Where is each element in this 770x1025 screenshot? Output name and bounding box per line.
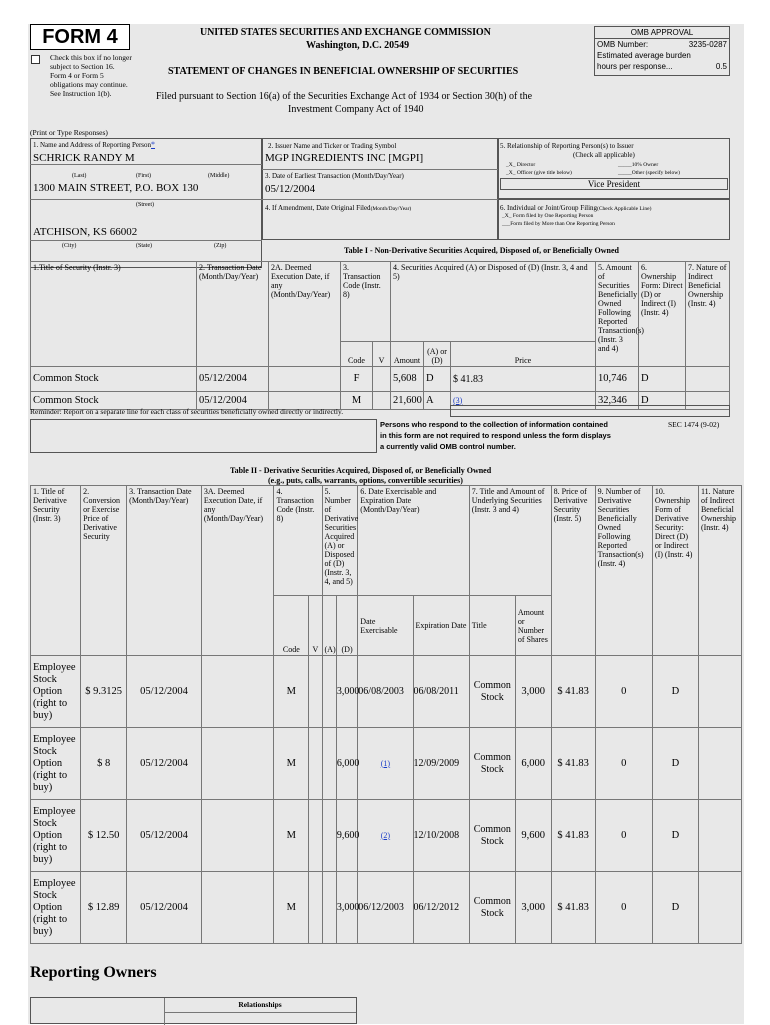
t2-h6: 6. Date Exercisable and Expiration Date (Month/Day/Year)	[358, 486, 470, 596]
t2-code: M	[274, 872, 309, 944]
omb-hours: 0.5	[715, 62, 727, 71]
t2-expiration: 06/12/2012	[413, 872, 469, 944]
filed-pursuant-1: Filed pursuant to Section 16(a) of the Securities Exchange Act of 1934 or Section 30(h) of the	[156, 91, 533, 102]
persons-notice-1: Persons who respond to the collection of information contained	[380, 420, 608, 429]
t2-h1: 1. Title of Derivative Security (Instr. 3)	[31, 486, 81, 656]
t2-u-title: Common Stock	[469, 656, 515, 728]
t2-sub-code: Code	[274, 596, 309, 656]
t2-exercisable: 06/08/2003	[358, 656, 413, 728]
t1-deemed	[269, 367, 341, 392]
label-earliest-date: 3. Date of Earliest Transaction (Month/Day/Year)	[265, 172, 404, 180]
t2-h3: 3. Transaction Date (Month/Day/Year)	[127, 486, 202, 656]
t2-date: 05/12/2004	[127, 656, 202, 728]
label-issuer: 2. Issuer Name and Ticker or Trading Symbol	[268, 142, 397, 150]
t1-code: F	[341, 367, 373, 392]
filed-pursuant-2: Investment Company Act of 1940	[288, 104, 424, 115]
t2-h4: 4. Transaction Code (Instr. 8)	[274, 486, 322, 596]
relationships-header: Relationships	[238, 1000, 282, 1009]
t2-nature	[698, 872, 741, 944]
agency-name: UNITED STATES SECURITIES AND EXCHANGE COMMISSION	[200, 27, 491, 38]
form-title: FORM 4	[42, 26, 118, 48]
omb-number-label: OMB Number:	[597, 40, 649, 49]
t2-exercisable-cell	[358, 800, 413, 872]
form-title-box	[30, 24, 130, 50]
t1-v	[373, 392, 391, 410]
middle-label: (Middle)	[208, 173, 230, 179]
t2-owned: 0	[595, 728, 652, 800]
t2-h10: 10. Ownership Form of Derivative Security: Direct (D) or Indirect (I) (Instr. 4)	[652, 486, 698, 656]
t2-form: D	[652, 800, 698, 872]
t2-owned: 0	[595, 872, 652, 944]
t1-title: Common Stock	[31, 367, 197, 392]
t2-h11: 11. Nature of Indirect Beneficial Ownership (Instr. 4)	[698, 486, 741, 656]
ten-pct-option: _____10% Owner	[618, 162, 659, 168]
t2-v	[309, 800, 322, 872]
t2-nature	[698, 800, 741, 872]
issuer-name: MGP INGREDIENTS INC [MGPI]	[265, 152, 424, 164]
check-all-applicable: (Check all applicable)	[573, 151, 635, 159]
form4-page	[28, 24, 744, 1024]
omb-burden-1: Estimated average burden	[597, 51, 691, 60]
officer-option: _X_ Officer (give title below)	[506, 170, 572, 176]
persons-notice-3: a currently valid OMB control number.	[380, 442, 516, 451]
reporting-owners-table	[30, 997, 357, 1024]
divider	[262, 199, 498, 200]
t2-nature	[698, 728, 741, 800]
t2-h5: 5. Number of Derivative Securities Acquired (A) or Disposed of (D) (Instr. 3, 4, and 5)	[322, 486, 358, 596]
divider	[30, 164, 262, 165]
table2-title: Table II - Derivative Securities Acquired, Disposed of, or Beneficially Owned	[230, 466, 492, 475]
t2-price: $ 12.89	[81, 872, 127, 944]
reporting-city-state-zip: ATCHISON, KS 66002	[33, 226, 138, 238]
t2-row	[31, 872, 742, 944]
t2-u-amount: 3,000	[515, 656, 551, 728]
no-longer-subject-checkbox[interactable]	[31, 55, 40, 64]
t2-price: $ 9.3125	[81, 656, 127, 728]
first-label: (First)	[136, 173, 151, 179]
omb-number: 3235-0287	[688, 40, 727, 49]
reminder-text: Reminder: Report on a separate line for each class of securities beneficially owned directly or indirectly.	[30, 407, 344, 416]
statement-title: STATEMENT OF CHANGES IN BENEFICIAL OWNERSHIP OF SECURITIES	[168, 66, 519, 77]
t1-date: 05/12/2004	[197, 392, 269, 410]
reporting-street: 1300 MAIN STREET, P.O. BOX 130	[33, 182, 199, 194]
other-option: _____Other (specify below)	[618, 170, 681, 176]
t2-a	[322, 800, 336, 872]
omb-title: OMB APPROVAL	[595, 27, 729, 39]
agency-city: Washington, D.C. 20549	[306, 40, 410, 51]
t1-code: M	[341, 392, 373, 410]
t1-h3: 3. Transaction Code (Instr. 8)	[341, 262, 391, 342]
divider	[164, 1012, 356, 1013]
t2-d: 3,000	[336, 872, 357, 944]
omb-burden-2: hours per response...	[597, 62, 673, 71]
footnote-3-link[interactable]: (3)	[453, 395, 463, 405]
t2-nature	[698, 656, 741, 728]
t2-h9: 9. Number of Derivative Securities Beneficially Owned Following Reported Transaction(s) (Instr. 4)	[595, 486, 652, 656]
table2-subtitle: (e.g., puts, calls, warrants, options, convertible securities)	[268, 476, 463, 485]
t2-v	[309, 872, 322, 944]
city-label: (City)	[62, 243, 77, 249]
t2-a	[322, 728, 336, 800]
t1-date: 05/12/2004	[197, 367, 269, 392]
t2-sub-expiration: Expiration Date	[413, 596, 469, 656]
t2-deemed	[201, 800, 274, 872]
label-reporting-person: 1. Name and Address of Reporting Person*	[33, 140, 156, 149]
t1-nature	[686, 367, 730, 392]
t2-v	[309, 728, 322, 800]
t2-code: M	[274, 800, 309, 872]
t1-sub-price: Price	[451, 342, 596, 367]
t1-sub-code: Code	[341, 342, 373, 367]
t1-amount: 5,608	[391, 367, 424, 392]
t2-v	[309, 656, 322, 728]
t2-title: Employee Stock Option (right to buy)	[31, 656, 81, 728]
t2-u-title: Common Stock	[469, 800, 515, 872]
t1-h1: 1.Title of Security (Instr. 3)	[31, 262, 197, 367]
t2-sub-amount: Amount or Number of Shares	[515, 596, 551, 656]
t2-title: Employee Stock Option (right to buy)	[31, 872, 81, 944]
t1-form: D	[639, 392, 686, 410]
t2-code: M	[274, 728, 309, 800]
t2-deemed	[201, 728, 274, 800]
t2-h7: 7. Title and Amount of Underlying Securities (Instr. 3 and 4)	[469, 486, 551, 596]
t1-v	[373, 367, 391, 392]
reporting-person-name: SCHRICK RANDY M	[33, 152, 135, 164]
director-option: _X_ Director	[506, 162, 536, 168]
t2-d: 6,000	[336, 728, 357, 800]
t1-form: D	[639, 367, 686, 392]
t1-h5: 5. Amount of Securities Beneficially Owned Following Reported Transaction(s) (Instr. 3 and 4)	[596, 262, 639, 367]
officer-title: Vice President	[587, 179, 641, 189]
t1-aord: A	[424, 392, 451, 410]
t2-deemed	[201, 656, 274, 728]
t2-owned: 0	[595, 656, 652, 728]
street-label: (Street)	[136, 202, 154, 208]
t2-exercisable: 06/12/2003	[358, 872, 413, 944]
sec-number: SEC 1474 (9-02)	[668, 420, 720, 429]
t2-dprice: $ 41.83	[551, 728, 595, 800]
t2-price: $ 8	[81, 728, 127, 800]
t2-form: D	[652, 728, 698, 800]
t2-u-amount: 6,000	[515, 728, 551, 800]
reminder-right-box	[450, 405, 730, 417]
earliest-date: 05/12/2004	[265, 183, 316, 195]
t1-price: $ 41.83	[451, 367, 596, 392]
t2-h8: 8. Price of Derivative Security (Instr. 5)	[551, 486, 595, 656]
t2-sub-v: V	[309, 596, 322, 656]
t2-exercisable-cell	[358, 728, 413, 800]
t1-amount: 21,600	[391, 392, 424, 410]
reminder-left-box	[30, 419, 377, 453]
divider	[30, 240, 262, 241]
t1-sub-aord: (A) or (D)	[424, 342, 451, 367]
print-note: (Print or Type Responses)	[30, 128, 108, 137]
t2-date: 05/12/2004	[127, 728, 202, 800]
filing-one-option: _X_ Form filed by One Reporting Person	[502, 213, 594, 219]
t2-row	[31, 656, 742, 728]
t2-price: $ 12.50	[81, 800, 127, 872]
divider	[30, 199, 262, 200]
t2-dprice: $ 41.83	[551, 800, 595, 872]
t1-owned: 32,346	[596, 392, 639, 410]
t2-row	[31, 728, 742, 800]
zip-label: (Zip)	[214, 243, 227, 249]
t2-owned: 0	[595, 800, 652, 872]
t2-sub-exercisable: Date Exercisable	[358, 596, 413, 656]
last-label: (Last)	[72, 173, 87, 179]
t2-u-title: Common Stock	[469, 728, 515, 800]
checkbox-note: Check this box if no longer subject to Section 16. Form 4 or Form 5 obligations may continue. See Instruction 1(b).	[50, 53, 132, 98]
table-non-derivative	[30, 261, 730, 410]
t1-h7: 7. Nature of Indirect Beneficial Ownership (Instr. 4)	[686, 262, 730, 367]
t2-u-amount: 9,600	[515, 800, 551, 872]
t2-sub-d: (D)	[336, 596, 357, 656]
t2-u-title: Common Stock	[469, 872, 515, 944]
t2-title: Employee Stock Option (right to buy)	[31, 800, 81, 872]
t2-sub-title: Title	[469, 596, 515, 656]
label-filing: 6. Individual or Joint/Group Filing(Check Applicable Line)	[500, 204, 652, 212]
t2-code: M	[274, 656, 309, 728]
t1-title: Common Stock	[31, 392, 197, 410]
t2-form: D	[652, 656, 698, 728]
divider	[262, 169, 498, 170]
footnote-star[interactable]: *	[151, 140, 156, 149]
t2-a	[322, 872, 336, 944]
state-label: (State)	[136, 243, 152, 249]
t2-u-amount: 3,000	[515, 872, 551, 944]
t2-form: D	[652, 872, 698, 944]
t1-h2a: 2A. Deemed Execution Date, if any (Month/Day/Year)	[269, 262, 341, 367]
t1-h6: 6. Ownership Form: Direct (D) or Indirect (I) (Instr. 4)	[639, 262, 686, 367]
label-relationship: 5. Relationship of Reporting Person(s) to Issuer	[500, 142, 634, 150]
t2-expiration: 12/09/2009	[413, 728, 469, 800]
t1-owned: 10,746	[596, 367, 639, 392]
t1-sub-v: V	[373, 342, 391, 367]
t2-dprice: $ 41.83	[551, 872, 595, 944]
t2-d: 9,600	[336, 800, 357, 872]
footnote-1-link[interactable]: (1)	[380, 758, 391, 768]
t2-d: 3,000	[336, 656, 357, 728]
t1-row	[31, 367, 730, 392]
t2-h2: 2. Conversion or Exercise Price of Derivative Security	[81, 486, 127, 656]
t2-a	[322, 656, 336, 728]
footnote-2-link[interactable]: (2)	[380, 830, 391, 840]
t2-date: 05/12/2004	[127, 872, 202, 944]
t2-sub-a: (A)	[322, 596, 336, 656]
t2-expiration: 12/10/2008	[413, 800, 469, 872]
table1-title: Table I - Non-Derivative Securities Acquired, Disposed of, or Beneficially Owned	[344, 246, 619, 255]
t1-h2: 2. Transaction Date (Month/Day/Year)	[197, 262, 269, 367]
t1-h4: 4. Securities Acquired (A) or Disposed of (D) (Instr. 3, 4 and 5)	[391, 262, 596, 342]
officer-title-box	[500, 178, 728, 190]
table-derivative	[30, 485, 742, 944]
t2-expiration: 06/08/2011	[413, 656, 469, 728]
omb-approval-box	[594, 26, 730, 76]
t2-row	[31, 800, 742, 872]
reporting-owners-heading: Reporting Owners	[30, 964, 157, 981]
filing-more-option: ___Form filed by More than One Reporting Person	[502, 221, 615, 227]
t2-date: 05/12/2004	[127, 800, 202, 872]
persons-notice-2: in this form are not required to respond unless the form displays	[380, 431, 611, 440]
t2-title: Employee Stock Option (right to buy)	[31, 728, 81, 800]
t1-aord: D	[424, 367, 451, 392]
t2-deemed	[201, 872, 274, 944]
t1-sub-amount: Amount	[391, 342, 424, 367]
t2-dprice: $ 41.83	[551, 656, 595, 728]
t2-h3a: 3A. Deemed Execution Date, if any (Month/Day/Year)	[201, 486, 274, 656]
label-amendment: 4. If Amendment, Date Original Filed(Month/Day/Year)	[265, 204, 412, 212]
